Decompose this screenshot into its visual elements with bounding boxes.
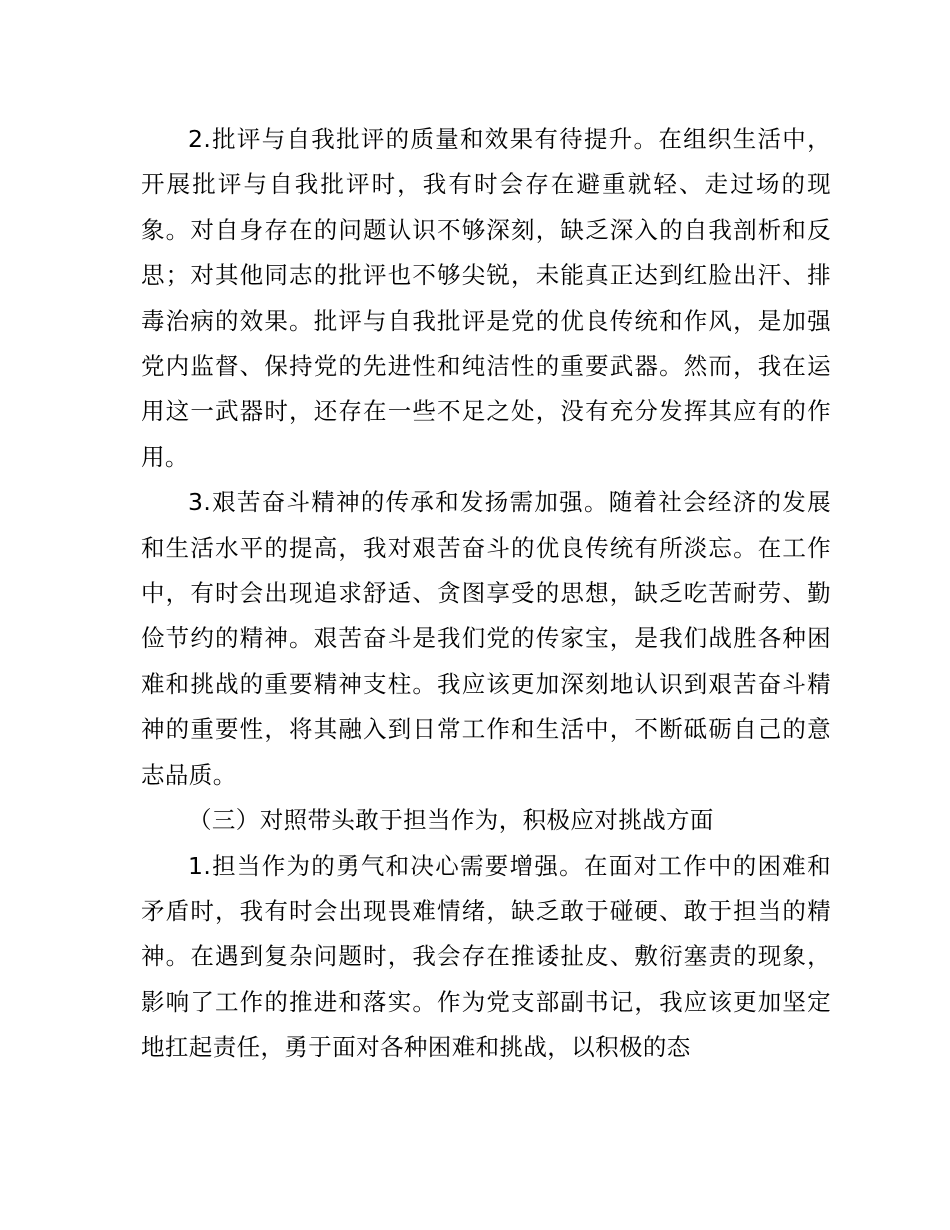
section-heading: （三）对照带头敢于担当作为，积极应对挑战方面: [188, 806, 714, 835]
document-body: [141, 117, 831, 1071]
paragraph-hard-work-spirit: 3.艰苦奋斗精神的传承和发扬需加强。随着社会经济的发展和生活水平的提高，我对艰苦奋斗的优良传统有所淡忘。在工作中，有时会出现追求舒适、贪图享受的思想，缺乏吃苦耐劳、勤俭节约的精神。艰苦奋斗是我们党的传家宝，是我们战胜各种困难和挑战的重要精神支柱。我应该更加深刻地认识到艰苦奋斗精神的重要性，将其融入到日常工作和生活中，不断砥砺自己的意志品质。: [141, 488, 831, 789]
paragraph-criticism: 2.批评与自我批评的质量和效果有待提升。在组织生活中，开展批评与自我批评时，我有时会存在避重就轻、走过场的现象。对自身存在的问题认识不够深刻，缺乏深入的自我剖析和反思；对其他同志的批评也不够尖锐，未能真正达到红脸出汗、排毒治病的效果。批评与自我批评是党的优良传统和作风，是加强党内监督、保持党的先进性和纯洁性的重要武器。然而，我在运用这一武器时，还存在一些不足之处，没有充分发挥其应有的作用。: [141, 125, 831, 471]
paragraph-responsibility: 1.担当作为的勇气和决心需要增强。在面对工作中的困难和矛盾时，我有时会出现畏难情绪，缺乏敢于碰硬、敢于担当的精神。在遇到复杂问题时，我会存在推诿扯皮、敷衍塞责的现象，影响了工作的推进和落实。作为党支部副书记，我应该更加坚定地扛起责任，勇于面对各种困难和挑战，以积极的态: [141, 851, 831, 1062]
